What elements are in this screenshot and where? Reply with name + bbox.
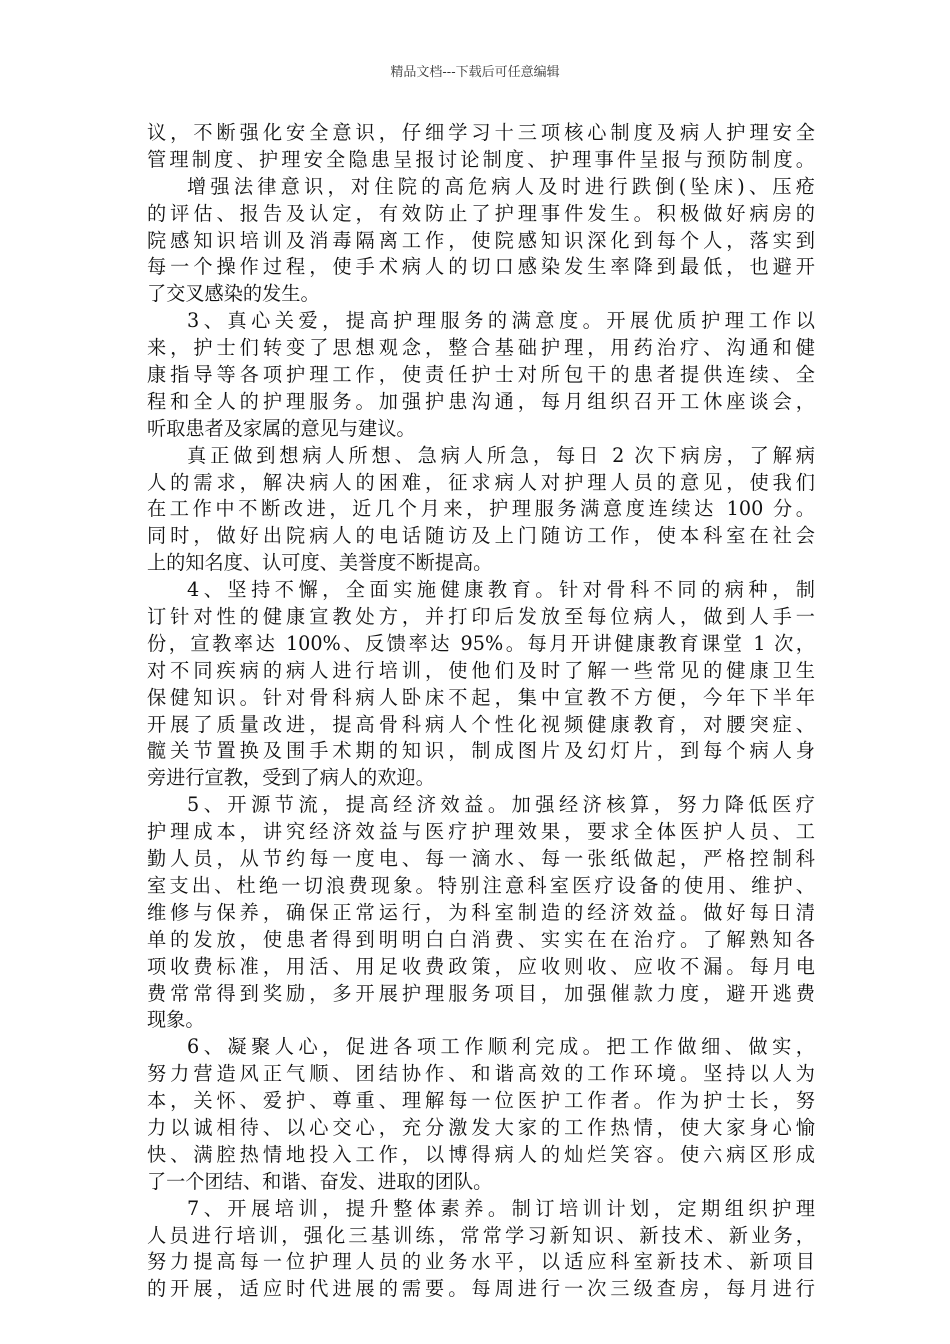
text-line: 同时，做好出院病人的电话随访及上门随访工作，使本科室在社会 <box>147 524 815 548</box>
text-line: 程和全人的护理服务。加强护患沟通，每月组织召开工休座谈会， <box>147 389 815 413</box>
text-line: 上的知名度、认可度、美誉度不断提高。 <box>147 551 493 575</box>
text-line: 院感知识培训及消毒隔离工作，使院感知识深化到每个人，落实到 <box>147 228 815 252</box>
text-line: 的评估、报告及认定，有效防止了护理事件发生。积极做好病房的 <box>147 201 815 225</box>
text-line: 康指导等各项护理工作，使责任护士对所包干的患者提供连续、全 <box>147 363 815 387</box>
document-body <box>147 120 815 1303</box>
text-line: 每一个操作过程，使手术病人的切口感染发生率降到最低，也避开 <box>147 255 815 279</box>
text-line: 快、满腔热情地投入工作，以博得病人的灿烂笑容。使六病区形成 <box>147 1142 815 1166</box>
text-line: 议，不断强化安全意识，仔细学习十三项核心制度及病人护理安全 <box>147 121 815 144</box>
text-line: 力以诚相待、以心交心，充分激发大家的工作热情，使大家身心愉 <box>147 1115 815 1139</box>
text-line: 保健知识。针对骨科病人卧床不起，集中宣教不方便，今年下半年 <box>147 685 815 709</box>
text-line: 单的发放，使患者得到明明白白消费、实实在在治疗。了解熟知各 <box>147 927 815 951</box>
text-line: 人的需求，解决病人的困难，征求病人对护理人员的意见，使我们 <box>147 470 815 494</box>
text-line: 费常常得到奖励，多开展护理服务项目，加强催款力度，避开逃费 <box>147 981 815 1005</box>
text-line: 了一个团结、和谐、奋发、进取的团队。 <box>147 1169 493 1193</box>
text-line: 7、开展培训，提升整体素养。制订培训计划，定期组织护理 <box>187 1196 815 1220</box>
text-line: 旁进行宣教，受到了病人的欢迎。 <box>147 766 435 790</box>
text-line: 4、坚持不懈，全面实施健康教育。针对骨科不同的病种，制 <box>187 578 815 602</box>
text-line: 项收费标准，用活、用足收费政策，应收则收、应收不漏。每月电 <box>147 954 815 978</box>
text-line: 6、凝聚人心，促进各项工作顺利完成。把工作做细、做实， <box>187 1035 815 1059</box>
text-line: 努力营造风正气顺、团结协作、和谐高效的工作环境。坚持以人为 <box>147 1062 815 1086</box>
text-line: 5、开源节流，提高经济效益。加强经济核算，努力降低医疗 <box>187 793 815 817</box>
text-line: 管理制度、护理安全隐患呈报讨论制度、护理事件呈报与预防制度。 <box>147 147 815 171</box>
text-line: 对不同疾病的病人进行培训，使他们及时了解一些常见的健康卫生 <box>147 658 815 682</box>
text-line: 增强法律意识，对住院的高危病人及时进行跌倒(坠床)、压疮 <box>187 174 815 198</box>
text-line: 室支出、杜绝一切浪费现象。特别注意科室医疗设备的使用、维护、 <box>147 873 815 897</box>
text-line: 努力提高每一位护理人员的业务水平，以适应科室新技术、新项目 <box>147 1250 815 1274</box>
page-header: 精品文档---下载后可任意编辑 <box>390 65 560 80</box>
text-line: 了交叉感染的发生。 <box>147 282 320 306</box>
text-line: 订针对性的健康宣教处方，并打印后发放至每位病人，做到人手一 <box>147 605 815 629</box>
text-line: 开展了质量改进，提高骨科病人个性化视频健康教育，对腰突症、 <box>147 712 815 736</box>
text-line: 来，护士们转变了思想观念，整合基础护理，用药治疗、沟通和健 <box>147 336 815 360</box>
text-line: 髋关节置换及围手术期的知识，制成图片及幻灯片，到每个病人身 <box>147 739 815 763</box>
text-line: 3、真心关爱，提高护理服务的满意度。开展优质护理工作以 <box>187 309 815 333</box>
text-line: 勤人员，从节约每一度电、每一滴水、每一张纸做起，严格控制科 <box>147 847 815 871</box>
text-line: 听取患者及家属的意见与建议。 <box>147 416 416 440</box>
text-line: 本，关怀、爱护、尊重、理解每一位医护工作者。作为护士长，努 <box>147 1089 815 1113</box>
text-line: 维修与保养，确保正常运行，为科室制造的经济效益。做好每日清 <box>147 900 815 924</box>
text-line: 护理成本，讲究经济效益与医疗护理效果，要求全体医护人员、工 <box>147 820 815 844</box>
text-line: 现象。 <box>147 1008 205 1032</box>
text-line: 人员进行培训，强化三基训练，常常学习新知识、新技术、新业务， <box>147 1223 815 1247</box>
text-line: 的开展，适应时代进展的需要。每周进行一次三级查房，每月进行 <box>147 1277 815 1301</box>
text-line: 在工作中不断改进，近几个月来，护理服务满意度连续达 100 分。 <box>147 497 815 521</box>
text-line: 真正做到想病人所想、急病人所急，每日 2 次下病房，了解病 <box>187 443 815 467</box>
text-line: 份，宣教率达 100%、反馈率达 95%。每月开讲健康教育课堂 1 次， <box>147 631 815 655</box>
